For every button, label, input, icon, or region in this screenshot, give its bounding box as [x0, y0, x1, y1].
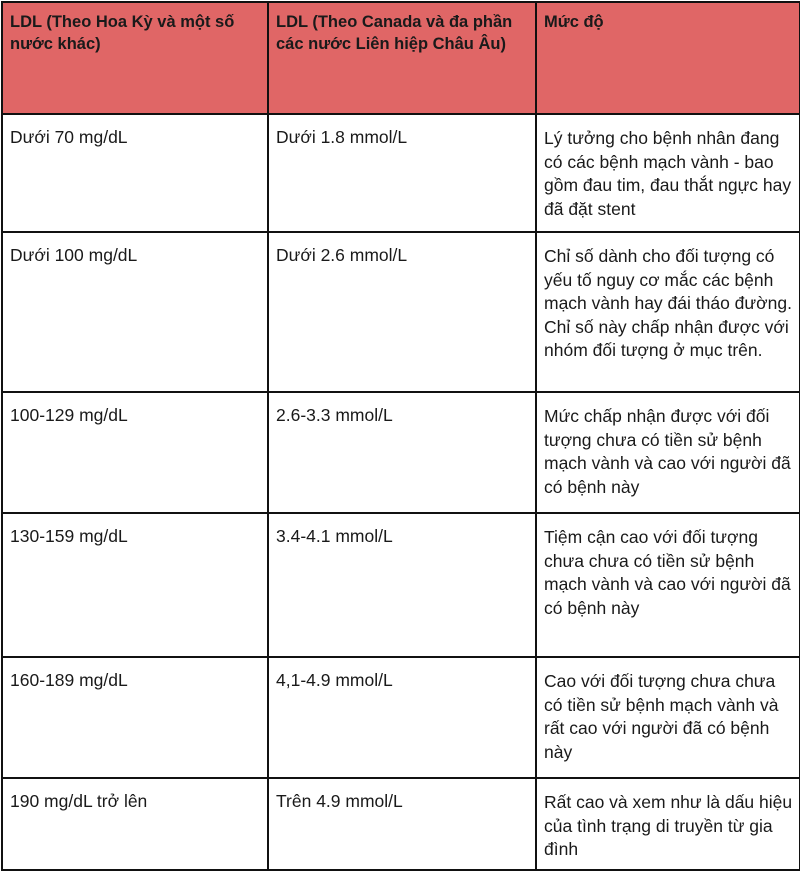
cell-ldl-eu: Dưới 2.6 mmol/L	[268, 232, 536, 392]
cell-ldl-us: 160-189 mg/dL	[2, 657, 268, 778]
cell-ldl-eu: 4,1-4.9 mmol/L	[268, 657, 536, 778]
header-ldl-us: LDL (Theo Hoa Kỳ và một số nước khác)	[2, 2, 268, 114]
table-row	[2, 232, 800, 392]
cell-ldl-eu: Dưới 1.8 mmol/L	[268, 114, 536, 232]
ldl-levels-table	[1, 1, 800, 871]
table-row	[2, 778, 800, 870]
cell-level: Lý tưởng cho bệnh nhân đang có các bệnh mạch vành - bao gồm đau tim, đau thắt ngực hay đã đặt stent	[536, 114, 800, 232]
table-row	[2, 657, 800, 778]
cell-level: Rất cao và xem như là dấu hiệu của tình trạng di truyền từ gia đình	[536, 778, 800, 870]
cell-ldl-us: 130-159 mg/dL	[2, 513, 268, 657]
cell-ldl-eu: 3.4-4.1 mmol/L	[268, 513, 536, 657]
table-row	[2, 513, 800, 657]
table-row	[2, 114, 800, 232]
header-level: Mức độ	[536, 2, 800, 114]
cell-ldl-eu: Trên 4.9 mmol/L	[268, 778, 536, 870]
cell-ldl-us: Dưới 70 mg/dL	[2, 114, 268, 232]
header-ldl-eu: LDL (Theo Canada và đa phần các nước Liên hiệp Châu Âu)	[268, 2, 536, 114]
cell-ldl-us: 190 mg/dL trở lên	[2, 778, 268, 870]
cell-level: Chỉ số dành cho đối tượng có yếu tố nguy cơ mắc các bệnh mạch vành hay đái tháo đường. Chỉ số này chấp nhận được với nhóm đối tượng ở mục trên.	[536, 232, 800, 392]
cell-ldl-eu: 2.6-3.3 mmol/L	[268, 392, 536, 513]
cell-ldl-us: 100-129 mg/dL	[2, 392, 268, 513]
table-row	[2, 392, 800, 513]
table-body	[2, 114, 800, 870]
cell-level: Mức chấp nhận được với đối tượng chưa có tiền sử bệnh mạch vành và cao với người đã có bệnh này	[536, 392, 800, 513]
cell-level: Tiệm cận cao với đối tượng chưa chưa có tiền sử bệnh mạch vành và cao với người đã có bệnh này	[536, 513, 800, 657]
cell-level: Cao với đối tượng chưa chưa có tiền sử bệnh mạch vành và rất cao với người đã có bệnh này	[536, 657, 800, 778]
header-row	[2, 2, 800, 114]
cell-ldl-us: Dưới 100 mg/dL	[2, 232, 268, 392]
table-header	[2, 2, 800, 114]
